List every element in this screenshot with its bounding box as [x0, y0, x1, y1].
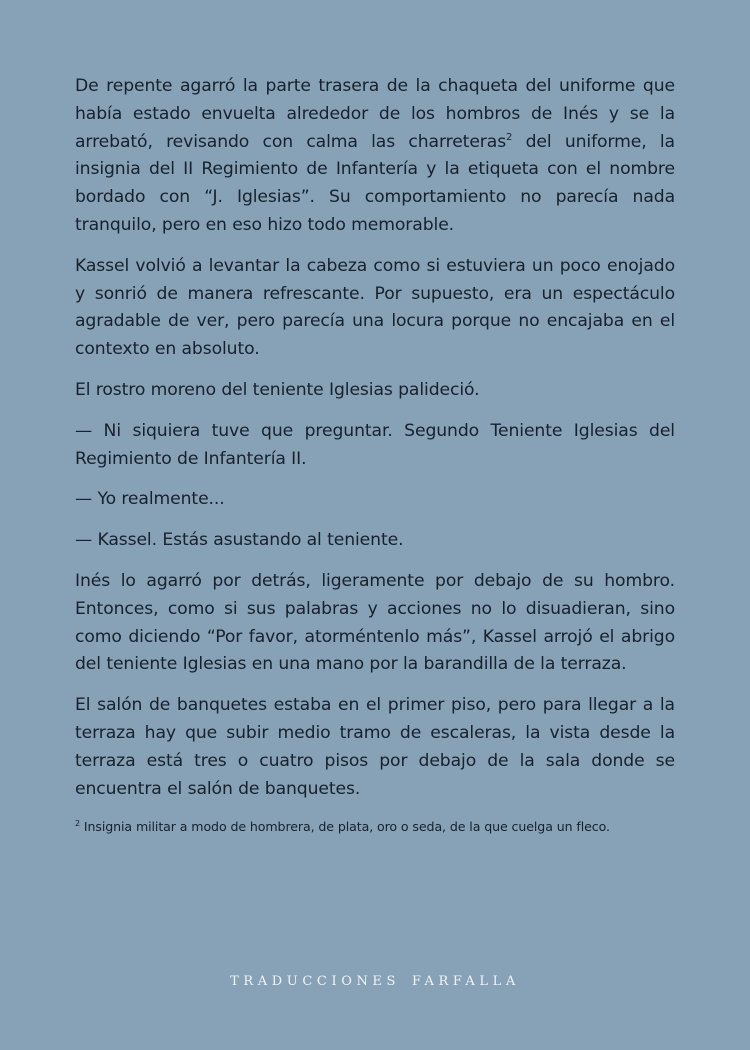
paragraph-2: Kassel volvió a levantar la cabeza como si estuviera un poco enojado y sonrió de manera refrescante. Por supuesto, era un espectáculo agradable de ver, pero parecía una locura porque no encajaba en el contexto en absoluto.	[75, 255, 675, 360]
paragraph-7: Inés lo agarró por detrás, ligeramente por debajo de su hombro. Entonces, como si sus palabras y acciones no lo disuadieran, sino como diciendo “Por favor, atorméntenlo más”, Kassel arrojó el abrigo del teniente Iglesias en una mano por la barandilla de la terraza.	[75, 570, 675, 675]
footnote-reference[interactable]: 2	[506, 131, 513, 143]
paragraph-8: El salón de banquetes estaba en el primer piso, pero para llegar a la terraza hay que subir medio tramo de escaleras, la vista desde la terraza está tres o cuatro pisos por debajo de la sala donde se encuentra el salón de banquetes.	[75, 695, 675, 799]
footer-word-1: TRADUCCIONES	[230, 974, 401, 989]
paragraph-1	[75, 73, 675, 240]
footnote-text: Insignia militar a modo de hombrera, de plata, oro o seda, de la que cuelga un fleco.	[80, 819, 610, 835]
dialogue-line-1: — Ni siquiera tuve que preguntar. Segundo Teniente Iglesias del Regimiento de Infantería II.	[75, 420, 675, 469]
footer-credit	[0, 974, 750, 989]
footnote-marker: 2	[75, 819, 80, 829]
paragraph-text: del uniforme, la insignia del II Regimiento de Infantería y la etiqueta con el nombre bordado con “J. Iglesias”. Su comportamiento no parecía nada tranquilo, pero en eso hizo todo memorable.	[75, 131, 675, 235]
document-page	[75, 73, 675, 837]
paragraph-3: El rostro moreno del teniente Iglesias palideció.	[75, 379, 480, 400]
dialogue-line-2: — Yo realmente...	[75, 489, 225, 510]
footnote	[75, 816, 675, 837]
paragraph-text: De repente agarró la parte trasera de la chaqueta del uniforme que había estado envuelta alrededor de los hombros de Inés y se la arrebató, revisando con calma las charreteras	[75, 76, 675, 152]
footer-word-2: FARFALLA	[412, 974, 520, 989]
dialogue-line-3: — Kassel. Estás asustando al teniente.	[75, 530, 404, 551]
